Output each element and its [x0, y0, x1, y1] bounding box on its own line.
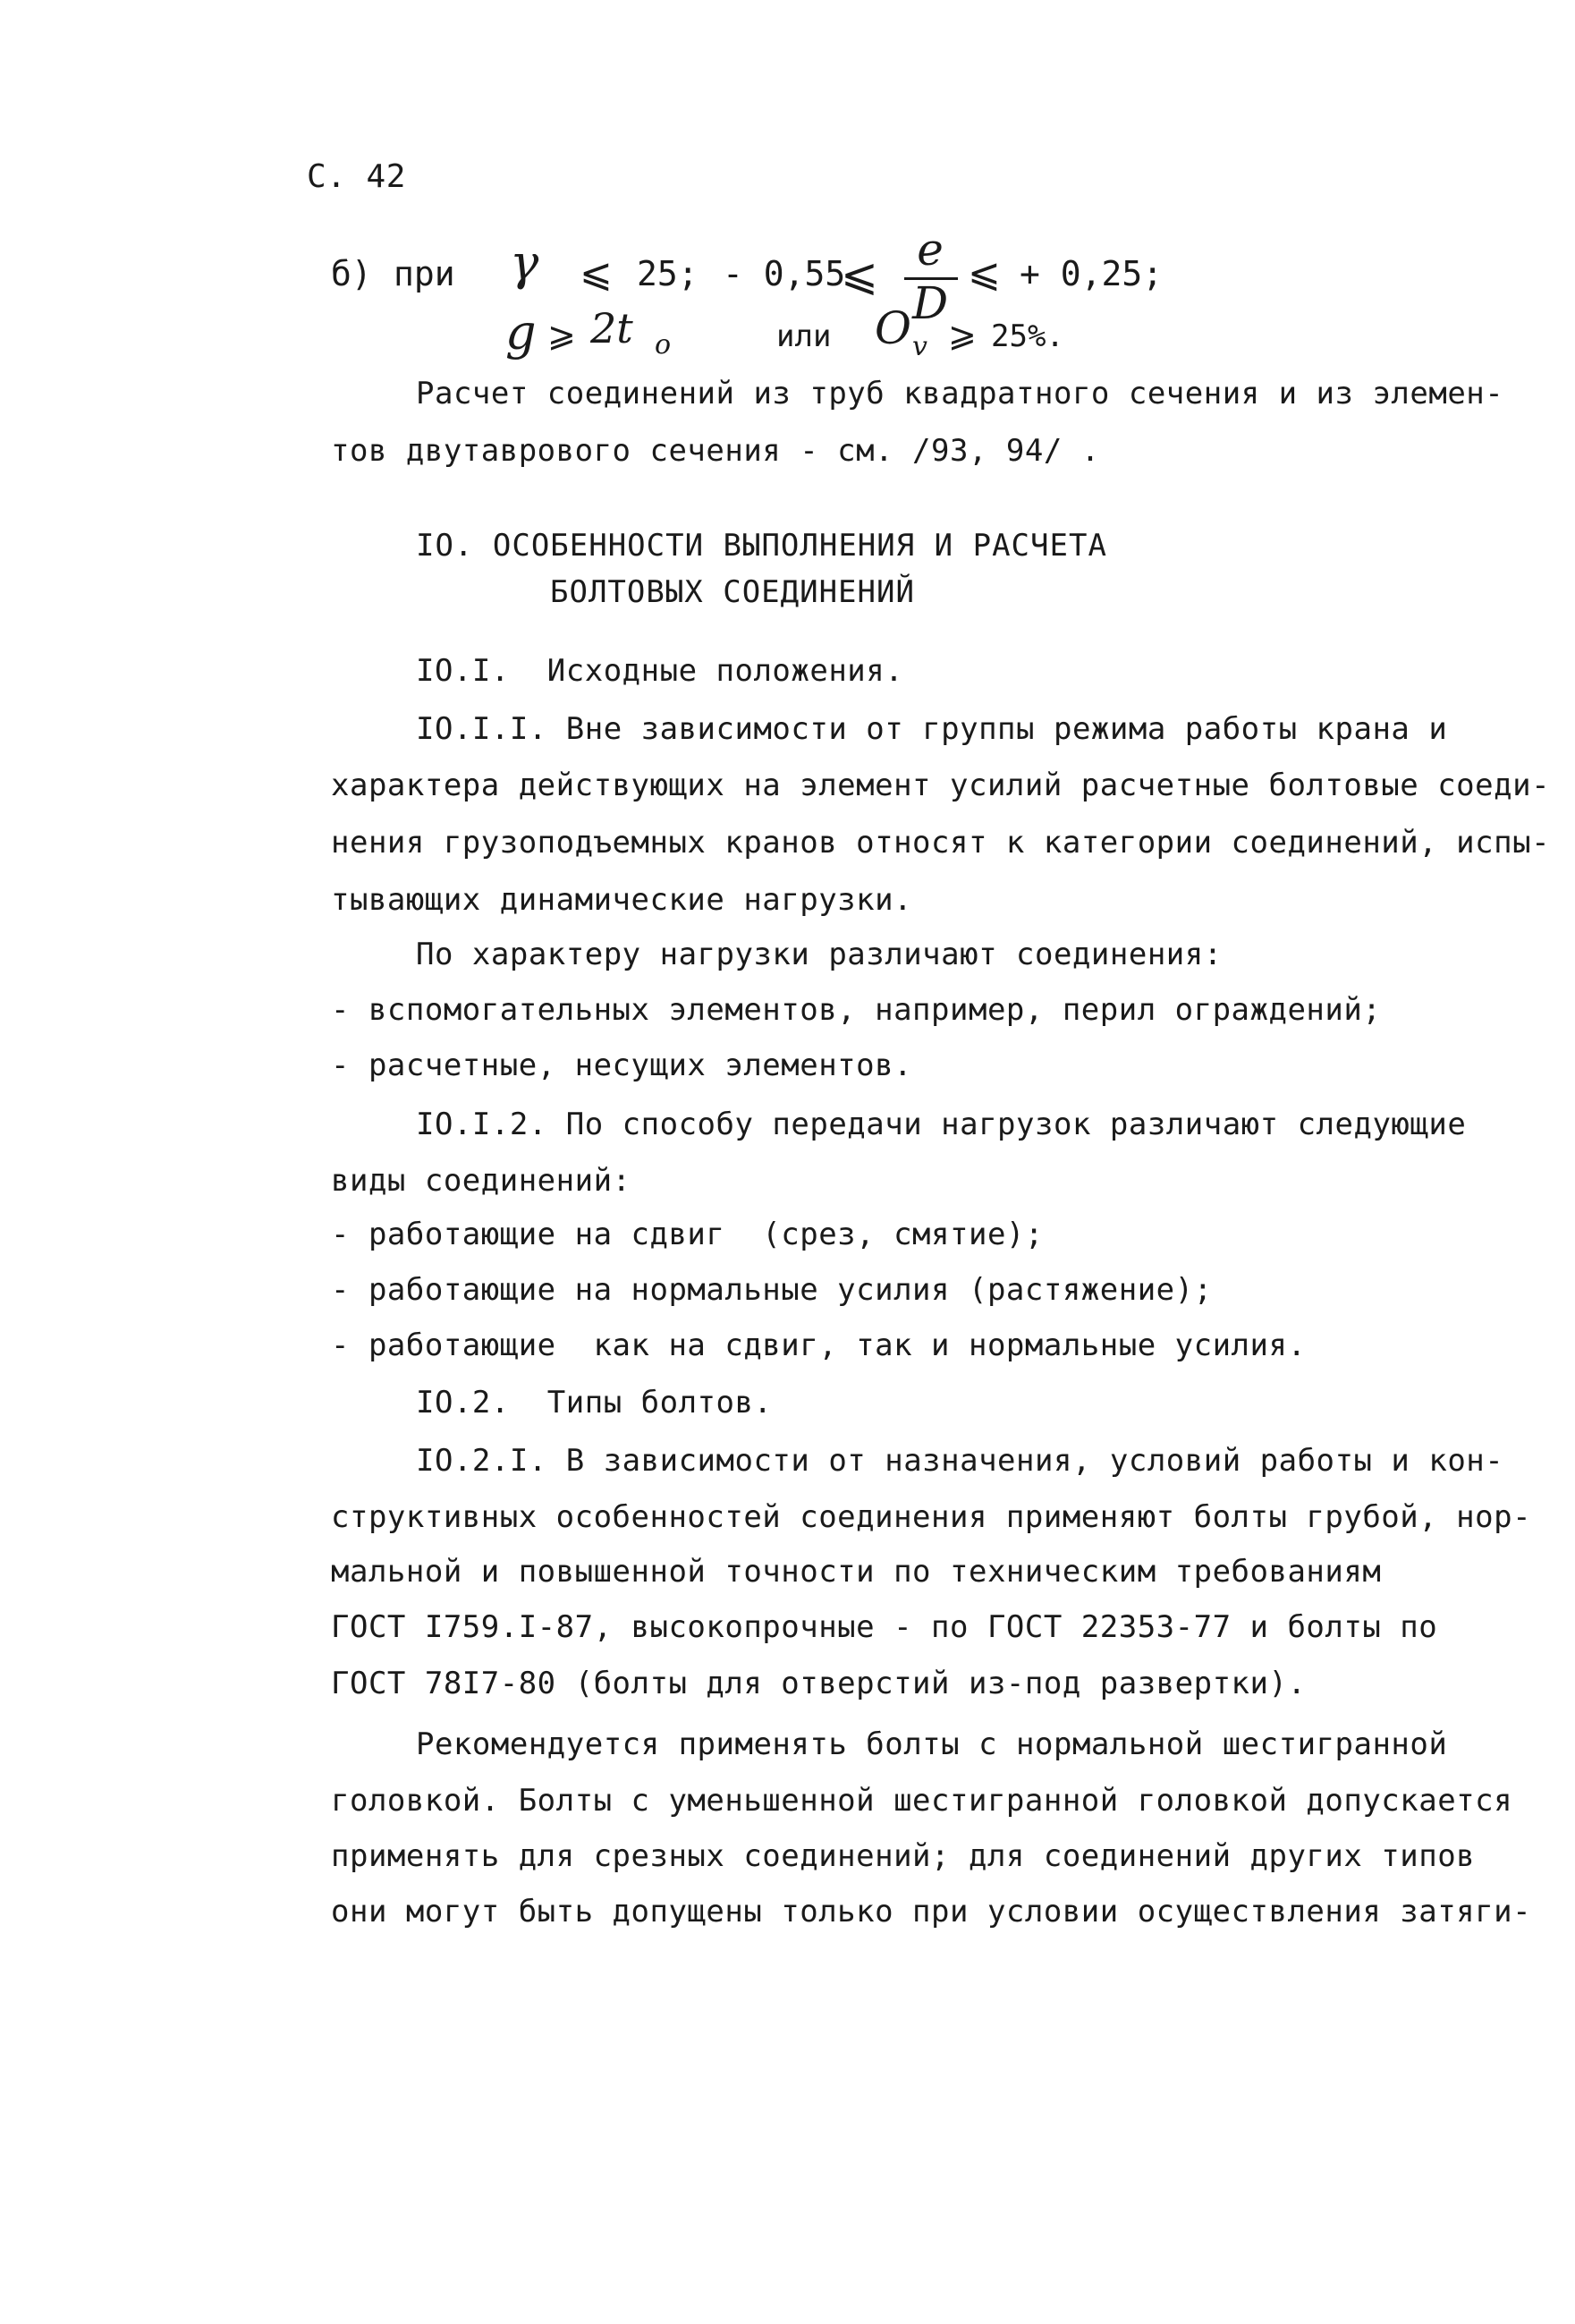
paragraph-line: Рекомендуется применять болты с нормальной шестигранной — [416, 1726, 1448, 1762]
subsection-title: IO.2. Типы болтов. — [416, 1385, 773, 1421]
list-item: - работающие на нормальные усилия (растяжение); — [331, 1272, 1213, 1308]
fraction-numerator: e — [917, 224, 944, 276]
formula-pri: при — [394, 254, 455, 293]
list-item: - работающие на сдвиг (срез, смятие); — [331, 1217, 1044, 1252]
list-item: - расчетные, несущих элементов. — [331, 1047, 913, 1083]
formula-o: O — [875, 302, 911, 354]
paragraph-line: IO.2.I. В зависимости от назначения, условий работы и кон- — [416, 1443, 1504, 1479]
paragraph-line: тов двутаврового сечения - см. /93, 94/ . — [331, 433, 1100, 469]
formula-2t: 2t — [590, 304, 633, 352]
paragraph-line: IO.I.I. Вне зависимости от группы режима работы крана и — [416, 711, 1448, 747]
formula-le-sign: ⩽ — [968, 250, 1001, 296]
paragraph-line: виды соединений: — [331, 1163, 631, 1199]
formula-le-sign: ⩽ — [580, 250, 613, 296]
formula-subscript-o: o — [655, 329, 672, 360]
formula-ge-sign: ⩾ — [547, 315, 576, 354]
formula-value: 25; — [637, 254, 699, 293]
paragraph-line: нения грузоподъемных кранов относят к категории соединений, испы- — [331, 825, 1551, 861]
list-item: - вспомогательных элементов, например, перил ограждений; — [331, 992, 1382, 1028]
section-heading: БОЛТОВЫХ СОЕДИНЕНИЙ — [550, 574, 915, 610]
formula-g: g — [505, 304, 537, 360]
paragraph-line: характера действующих на элемент усилий расчетные болтовые соеди- — [331, 768, 1551, 803]
formula-percent: 25%. — [991, 318, 1064, 354]
paragraph-line: IO.I.2. По способу передачи нагрузок различают следующие — [416, 1107, 1467, 1142]
formula-ili: или — [776, 318, 832, 354]
paragraph-line: применять для срезных соединений; для соединений других типов — [331, 1838, 1476, 1874]
paragraph-line: По характеру нагрузки различают соединения: — [416, 937, 1223, 972]
paragraph-line: мальной и повышенной точности по техническим требованиям — [331, 1554, 1382, 1590]
formula-upper-bound: + 0,25; — [1020, 254, 1164, 293]
formula-subscript-v: v — [912, 331, 927, 362]
paragraph-line: тывающих динамические нагрузки. — [331, 882, 913, 918]
paragraph-line: структивных особенностей соединения применяют болты грубой, нор- — [331, 1499, 1532, 1535]
page-number: С. 42 — [307, 158, 406, 195]
section-heading: IO. ОСОБЕННОСТИ ВЫПОЛНЕНИЯ И РАСЧЕТА — [416, 528, 1107, 564]
paragraph-line: ГОСТ 78I7-80 (болты для отверстий из-под развертки). — [331, 1666, 1307, 1701]
formula-le-sign: ⩽ — [841, 249, 878, 301]
fraction-denominator: D — [911, 277, 949, 329]
list-item: - работающие как на сдвиг, так и нормальные усилия. — [331, 1327, 1307, 1363]
paragraph-line: они могут быть допущены только при условии осуществления затяги- — [331, 1894, 1532, 1930]
formula-label: б) — [331, 254, 372, 293]
subsection-title: IO.I. Исходные положения. — [416, 653, 904, 689]
formula-ge-sign: ⩾ — [948, 315, 977, 354]
formula-lower-bound: - 0,55 — [723, 254, 846, 293]
formula-gamma: γ — [510, 234, 539, 291]
paragraph-line: Расчет соединений из труб квадратного сечения и из элемен- — [416, 376, 1504, 411]
paragraph-line: ГОСТ I759.I-87, высокопрочные - по ГОСТ 22353-77 и болты по — [331, 1609, 1438, 1645]
paragraph-line: головкой. Болты с уменьшенной шестигранной головкой допускается — [331, 1783, 1513, 1819]
